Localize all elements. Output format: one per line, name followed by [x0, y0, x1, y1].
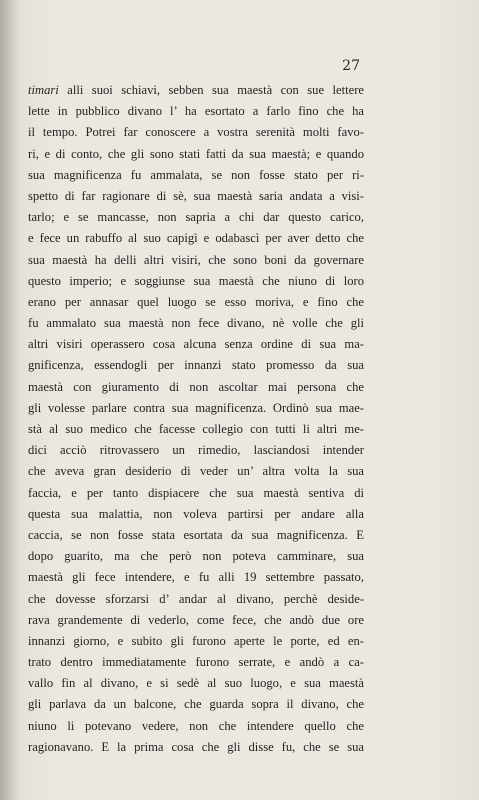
text-line: questo imperio; e soggiunse sua maestà che niuno di loro [28, 273, 364, 288]
text-line: sua maestà ha delli altri visiri, che sono boni da governare [28, 252, 364, 267]
body-text [28, 80, 364, 758]
text-line: gnificenza, essendogli per innanzi stato promesso da sua [28, 358, 364, 373]
text-line: che aveva gran desiderio di veder un’ altra volta la sua [28, 464, 364, 479]
text-line: ragionavano. E la prima cosa che gli disse fu, che se sua [28, 739, 364, 754]
text-line: faccia, e per tanto dispiacere che sua maestà sentiva di [28, 485, 364, 500]
text-line: spetto di far ragionare di sè, sua maestà saria andata a visi- [28, 188, 364, 203]
text-line: tarlo; e se mancasse, non sapria a chi dar questo carico, [28, 210, 364, 225]
text-line: caccia, se non fosse stata esortata da sua magnificenza. E [28, 527, 364, 542]
text-line: dopo guarito, ma che però non poteva camminare, sua [28, 549, 364, 564]
text-line-1 [28, 80, 364, 101]
text-line: stà al suo medico che facesse collegio con tutti li altri me- [28, 422, 364, 436]
text-line: maestà gli fece intendere, e fu alli 19 settembre passato, [28, 570, 364, 585]
text-line: dici acciò ritrovassero un rimedio, lasciandosi intender [28, 443, 364, 458]
text-line: che dovesse sforzarsi d’ andar al divano, perchè deside- [28, 591, 364, 606]
text-line: il tempo. Potrei far conoscere a vostra serenità molti favo- [28, 125, 364, 140]
text-line: lette in pubblico divano l’ ha esortato a farlo fino che ha [28, 104, 364, 119]
text-line: gli parlava da un balcone, che guarda sopra il divano, che [28, 697, 364, 712]
text-line-1-rest: alli suoi schiavi, sebben sua maestà con sue lettere [58, 83, 364, 97]
text-line: questa sua malattia, non voleva partirsi per andare alla [28, 506, 364, 521]
text-line: innanzi giorno, e subito gli furono aperte le porte, ed en- [28, 633, 364, 648]
text-line: gli volesse parlare contra sua magnificenza. Ordinò sua mae- [28, 400, 364, 415]
text-line: erano per annasar quel luogo se esso moriva, e fino che [28, 294, 364, 309]
text-line: niuno li potevano vedere, non che intendere quello che [28, 718, 364, 733]
text-line: rava grandemente di vederlo, come fece, che andò due ore [28, 612, 364, 627]
italic-word: timari [28, 83, 59, 97]
text-line: maestà con giuramento di non ascoltar mai persona che [28, 379, 364, 394]
text-line: trato dentro immediatamente furono serrate, e andò a ca- [28, 655, 364, 670]
text-line: vallo fin al divano, e si sedè al suo luogo, e sua maestà [28, 676, 364, 691]
page-number: 27 [342, 58, 360, 74]
text-line: fu ammalato sua maestà non fece divano, nè volle che gli [28, 316, 364, 331]
text-line: ri, e di conto, che gli sono stati fatti da sua maestà; e quando [28, 146, 364, 161]
text-line: sua magnificenza fu ammalata, se non fosse stato per ri- [28, 167, 364, 182]
gutter-shadow [0, 0, 18, 800]
text-line: e fece un rabuffo al suo capigì e odabascì per aver detto che [28, 231, 364, 246]
text-line: altri visiri operassero cosa alcuna senza ordine di sua ma- [28, 337, 364, 352]
